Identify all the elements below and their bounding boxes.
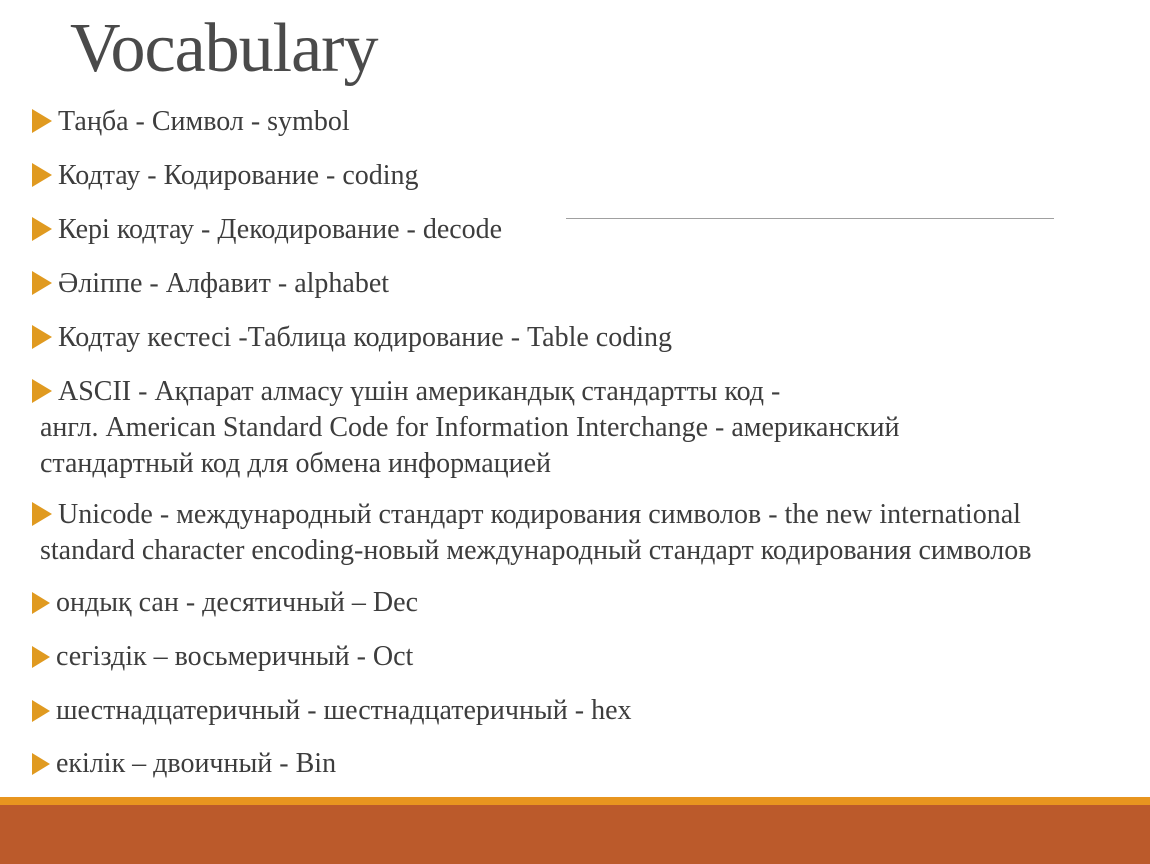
triangle-bullet-icon [32, 646, 50, 668]
triangle-bullet-icon [32, 379, 52, 403]
vocab-text: сегіздік – восьмеричный - Oct [56, 641, 414, 672]
vocab-text-continuation: стандартный код для обмена информацией [40, 448, 552, 479]
vocab-text-continuation: standard character encoding-новый международный стандарт кодирования символов [40, 535, 1032, 566]
triangle-bullet-icon [32, 109, 52, 133]
vocab-item [32, 266, 1150, 302]
vocab-text: ASCII - Ақпарат алмасу үшін американдық стандартты код - [58, 376, 781, 407]
vocab-item [32, 212, 1150, 248]
triangle-bullet-icon [32, 217, 52, 241]
triangle-bullet-icon [32, 753, 50, 775]
vocab-text: Таңба - Символ - symbol [58, 106, 350, 137]
vocab-text: екілік – двоичный - Bin [56, 748, 337, 779]
vocab-item [32, 746, 1150, 782]
footer-stripe [0, 797, 1150, 805]
vocab-item [32, 158, 1150, 194]
vocab-item [32, 585, 1150, 621]
vocab-text: ондық сан - десятичный – Dec [56, 587, 418, 618]
vocab-item [32, 693, 1150, 729]
triangle-bullet-icon [32, 271, 52, 295]
triangle-bullet-icon [32, 592, 50, 614]
triangle-bullet-icon [32, 163, 52, 187]
vocab-text: шестнадцатеричный - шестнадцатеричный - hex [56, 695, 632, 726]
vocab-text: Unicode - международный стандарт кодирования символов - the new international [58, 499, 1021, 530]
triangle-bullet-icon [32, 700, 50, 722]
vocab-text-continuation: англ. American Standard Code for Information Interchange - американский [40, 412, 900, 443]
vocab-item [32, 320, 1150, 356]
vocab-text: Кодтау кестесі -Таблица кодирование - Table coding [58, 322, 673, 353]
triangle-bullet-icon [32, 325, 52, 349]
vocab-item-unicode [32, 497, 1150, 569]
vocab-text: Әліппе - Алфавит - alphabet [58, 268, 390, 299]
vocab-item-ascii [32, 374, 1150, 482]
vocab-text: Кері кодтау - Декодирование - decode [58, 214, 503, 245]
footer-band [0, 805, 1150, 864]
vocab-text: Кодтау - Кодирование - coding [58, 160, 419, 191]
slide-title: Vocabulary [70, 10, 378, 87]
vocab-item [32, 639, 1150, 675]
vocab-item [32, 104, 1150, 140]
triangle-bullet-icon [32, 502, 52, 526]
